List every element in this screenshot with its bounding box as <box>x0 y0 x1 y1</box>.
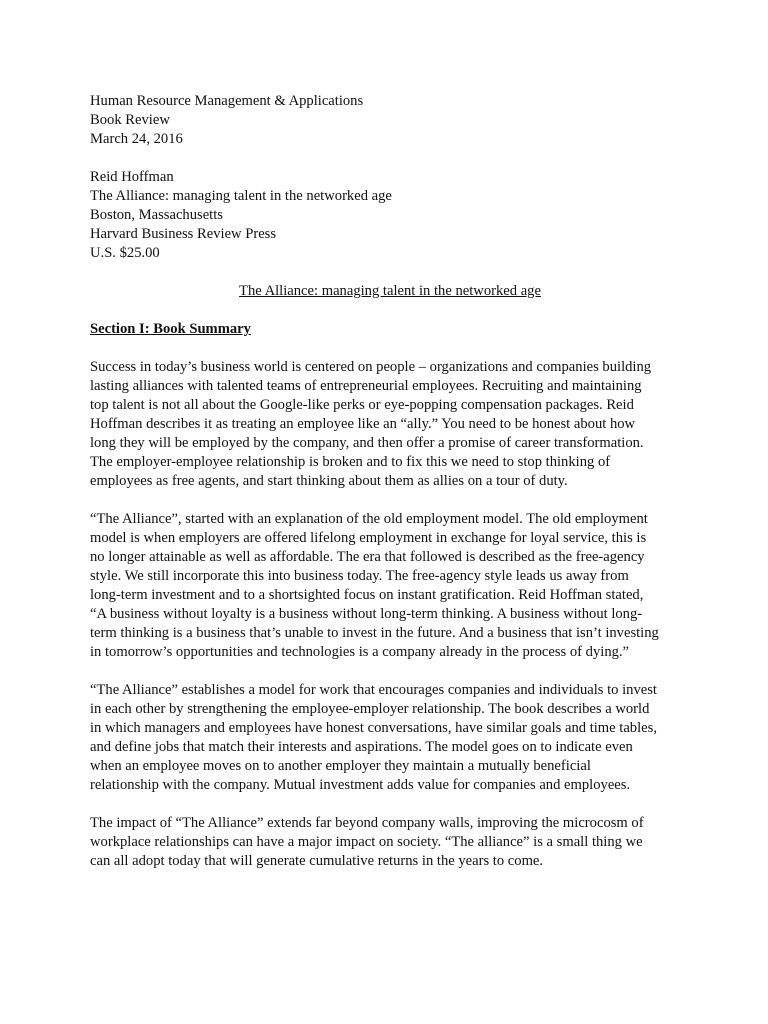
paragraph-line: term thinking is a business that’s unable to invest in the future. And a business that isn’t investing <box>90 625 659 641</box>
paragraph-line: can all adopt today that will generate cumulative returns in the years to come. <box>90 853 544 869</box>
paragraph-line: in which managers and employees have honest conversations, have similar goals and time tables, <box>90 720 657 736</box>
section-heading: Section I: Book Summary <box>90 321 251 337</box>
paragraph-2 <box>90 510 690 662</box>
publisher-location: Boston, Massachusetts <box>90 207 223 223</box>
paragraph-line: lasting alliances with talented teams of entrepreneurial employees. Recruiting and maintaining <box>90 378 642 394</box>
paragraph-line: employees as free agents, and start thinking about them as allies on a tour of duty. <box>90 473 568 489</box>
paragraph-line: Hoffman describes it as treating an employee like an “ally.” You need to be honest about how <box>90 416 636 432</box>
review-title: The Alliance: managing talent in the networked age <box>239 283 541 299</box>
paragraph-3 <box>90 681 690 795</box>
paragraph-line: long they will be employed by the company, and then offer a promise of career transformation. <box>90 435 644 451</box>
spacer <box>90 149 690 168</box>
book-title: The Alliance: managing talent in the networked age <box>90 188 392 204</box>
paragraph-line: relationship with the company. Mutual investment adds value for companies and employees. <box>90 777 631 793</box>
paragraph-line: The employer-employee relationship is broken and to fix this we need to stop thinking of <box>90 454 611 470</box>
paragraph-line: The impact of “The Alliance” extends far beyond company walls, improving the microcosm of <box>90 815 644 831</box>
paragraph-line: Success in today’s business world is centered on people – organizations and companies building <box>90 359 652 375</box>
book-info-block <box>90 168 690 263</box>
paragraph-line: in tomorrow’s opportunities and technologies is a company already in the process of dying.” <box>90 644 630 660</box>
header-block <box>90 92 690 149</box>
paragraph-line: style. We still incorporate this into business today. The free-agency style leads us away from <box>90 568 629 584</box>
paragraph-line: and define jobs that match their interests and aspirations. The model goes on to indicate even <box>90 739 633 755</box>
paragraph-line: model is when employers are offered lifelong employment in exchange for loyal service, this is <box>90 530 647 546</box>
paragraph-1 <box>90 358 690 491</box>
assignment-type: Book Review <box>90 112 170 128</box>
paragraph-line: “The Alliance” establishes a model for work that encourages companies and individuals to invest <box>90 682 657 698</box>
spacer <box>90 795 690 814</box>
publisher-name: Harvard Business Review Press <box>90 226 277 242</box>
spacer <box>90 263 690 282</box>
paragraph-line: workplace relationships can have a major impact on society. “The alliance” is a small thing we <box>90 834 643 850</box>
course-name: Human Resource Management & Applications <box>90 93 364 109</box>
spacer <box>90 662 690 681</box>
book-price: U.S. $25.00 <box>90 245 160 261</box>
paragraph-line: “The Alliance”, started with an explanation of the old employment model. The old employment <box>90 511 648 527</box>
paragraph-line: top talent is not all about the Google-like perks or eye-popping compensation packages. Reid <box>90 397 634 413</box>
spacer <box>90 339 690 358</box>
paragraph-line: “A business without loyalty is a business without long-term thinking. A business without long- <box>90 606 643 622</box>
paragraph-line: long-term investment and to a shortsighted focus on instant gratification. Reid Hoffman stated, <box>90 587 644 603</box>
document-body <box>90 92 690 871</box>
paragraph-4 <box>90 814 690 871</box>
document-date: March 24, 2016 <box>90 131 183 147</box>
paragraph-line: no longer attainable as well as affordable. The era that followed is described as the free-agency <box>90 549 645 565</box>
spacer <box>90 491 690 510</box>
paragraph-line: in each other by strengthening the employee-employer relationship. The book describes a world <box>90 701 650 717</box>
book-author: Reid Hoffman <box>90 169 174 185</box>
paragraph-line: when an employee moves on to another employer they maintain a mutually beneficial <box>90 758 591 774</box>
spacer <box>90 301 690 320</box>
